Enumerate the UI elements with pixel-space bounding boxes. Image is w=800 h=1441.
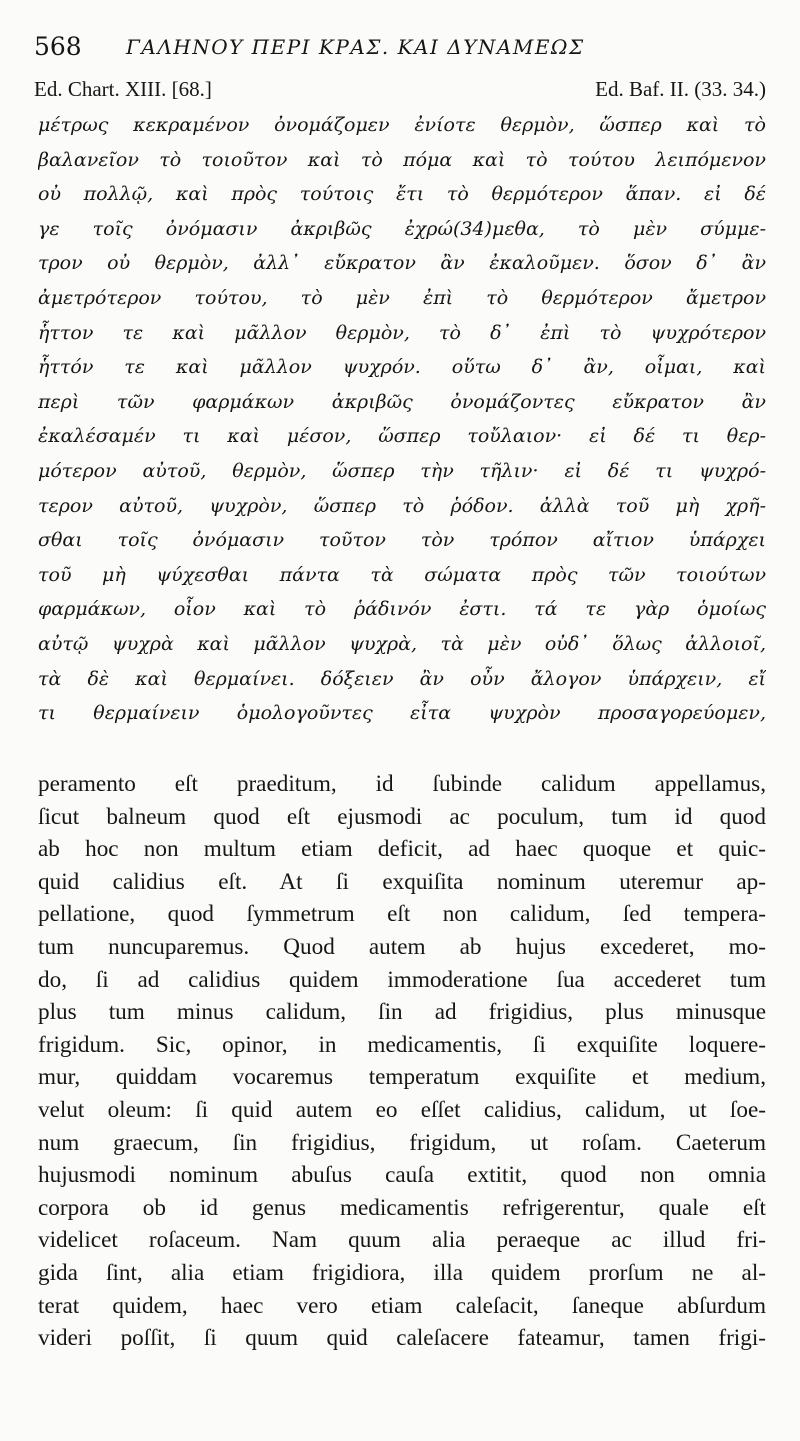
greek-line: γε τοῖς ὀνόμασιν ἀκριβῶς ἐχρώ(34)μεθα, τὸ μὲν σύμμε- <box>38 217 766 240</box>
greek-line: τερον αὐτοῦ, ψυχρὸν, ὥσπερ τὸ ῥόδον. ἀλλὰ τοῦ μὴ χρῆ- <box>38 494 766 517</box>
greek-line: τοῦ μὴ ψύχεσθαι πάντα τὰ σώματα πρὸς τῶν τοιούτων <box>38 563 766 586</box>
greek-text-block <box>38 108 766 731</box>
edition-basel: Ed. Baf. II. (33. 34.) <box>595 77 766 101</box>
greek-line: οὐ πολλῷ, καὶ πρὸς τούτοις ἔτι τὸ θερμότερον ἅπαν. εἰ δέ <box>38 183 766 206</box>
greek-line: φαρμάκων, οἷον καὶ τὸ ῥάδινόν ἐστι. τά τε γὰρ ὁμοίως <box>38 598 766 621</box>
greek-line: τὰ δὲ καὶ θερμαίνει. δόξειεν ἂν οὖν ἄλογον ὑπάρχειν, εἴ <box>38 667 766 690</box>
latin-line: quid calidius eſt. At ſi exquiſita nominum uteremur ap- <box>38 868 766 895</box>
greek-line: μότερον αὐτοῦ, θερμὸν, ὥσπερ τὴν τῆλιν· εἰ δέ τι ψυχρό- <box>38 459 766 482</box>
latin-line: peramento eſt praeditum, id ſubinde calidum appellamus, <box>38 771 766 797</box>
latin-line: videri poſſit, ſi quum quid caleſacere fateamur, tamen frigi- <box>38 1325 766 1352</box>
greek-line: αὐτῷ ψυχρὰ καὶ μᾶλλον ψυχρὰ, τὰ μὲν οὐδ᾽ ὅλως ἀλλοιοῖ, <box>38 632 766 655</box>
latin-line: gida ſint, alia etiam frigidiora, illa quidem prorſum ne al- <box>38 1259 766 1286</box>
latin-line: corpora ob id genus medicamentis refrigerentur, quale eſt <box>38 1194 766 1221</box>
greek-line: μέτρως κεκραμένον ὀνομάζομεν ἐνίοτε θερμὸν, ὥσπερ καὶ τὸ <box>38 114 766 136</box>
greek-line: ἐκαλέσαμέν τι καὶ μέσον, ὥσπερ τοὔλαιον· εἰ δέ τι θερ- <box>38 425 766 448</box>
greek-line: βαλανεῖον τὸ τοιοῦτον καὶ τὸ πόμα καὶ τὸ τούτου λειπόμενον <box>38 148 766 171</box>
latin-line: plus tum minus calidum, ſin ad frigidius, plus minusque <box>38 999 766 1026</box>
latin-line: pellatione, quod ſymmetrum eſt non calidum, ſed tempera- <box>38 901 766 928</box>
latin-line: ab hoc non multum etiam deficit, ad haec quoque et quic- <box>38 836 766 863</box>
greek-line: ἧττόν τε καὶ μᾶλλον ψυχρόν. οὕτω δ᾽ ἂν, οἶμαι, καὶ <box>38 356 766 379</box>
latin-line: frigidum. Sic, opinor, in medicamentis, ſi exquiſite loquere- <box>38 1031 766 1058</box>
greek-line: ἀμετρότερον τούτου, τὸ μὲν ἐπὶ τὸ θερμότερον ἄμετρον <box>38 286 766 309</box>
latin-text-block <box>38 768 766 1355</box>
latin-line: videlicet roſaceum. Nam quum alia peraeque ac illud fri- <box>38 1227 766 1254</box>
greek-line: ἧττον τε καὶ μᾶλλον θερμὸν, τὸ δ᾽ ἐπὶ τὸ ψυχρότερον <box>38 321 766 344</box>
latin-line: tum nuncuparemus. Quod autem ab hujus excederet, mo- <box>38 933 766 960</box>
page-number: 568 <box>34 32 82 61</box>
running-title: ΓΑΛΗΝΟΥ ΠΕΡΙ ΚΡΑΣ. ΚΑΙ ΔΥΝΑΜΕΩΣ <box>126 35 585 59</box>
latin-line: terat quidem, haec vero etiam caleſacit, ſaneque abſurdum <box>38 1292 766 1319</box>
edition-chartier: Ed. Chart. XIII. [68.] <box>34 77 212 101</box>
latin-line: num graecum, ſin frigidius, frigidum, ut roſam. Caeterum <box>38 1129 766 1156</box>
greek-line: σθαι τοῖς ὀνόμασιν τοῦτον τὸν τρόπον αἴτιον ὑπάρχει <box>38 529 766 552</box>
edition-references <box>34 74 766 104</box>
greek-line: τι θερμαίνειν ὁμολογοῦντες εἶτα ψυχρὸν προσαγορεύομεν, <box>38 702 766 725</box>
latin-line: velut oleum: ſi quid autem eo eſſet calidius, calidum, ut ſoe- <box>38 1096 766 1123</box>
latin-line: hujusmodi nominum abuſus cauſa extitit, quod non omnia <box>38 1162 766 1189</box>
latin-line: mur, quiddam vocaremus temperatum exquiſite et medium, <box>38 1064 766 1091</box>
latin-line: do, ſi ad calidius quidem immoderatione ſua accederet tum <box>38 966 766 993</box>
latin-line: ſicut balneum quod eſt ejusmodi ac poculum, tum id quod <box>38 803 766 830</box>
greek-line: περὶ τῶν φαρμάκων ἀκριβῶς ὀνομάζοντες εὔκρατον ἂν <box>38 390 766 413</box>
greek-line: τρον οὐ θερμὸν, ἀλλ᾽ εὔκρατον ἂν ἐκαλοῦμεν. ὅσον δ᾽ ἂν <box>38 252 766 275</box>
running-head <box>34 30 774 64</box>
